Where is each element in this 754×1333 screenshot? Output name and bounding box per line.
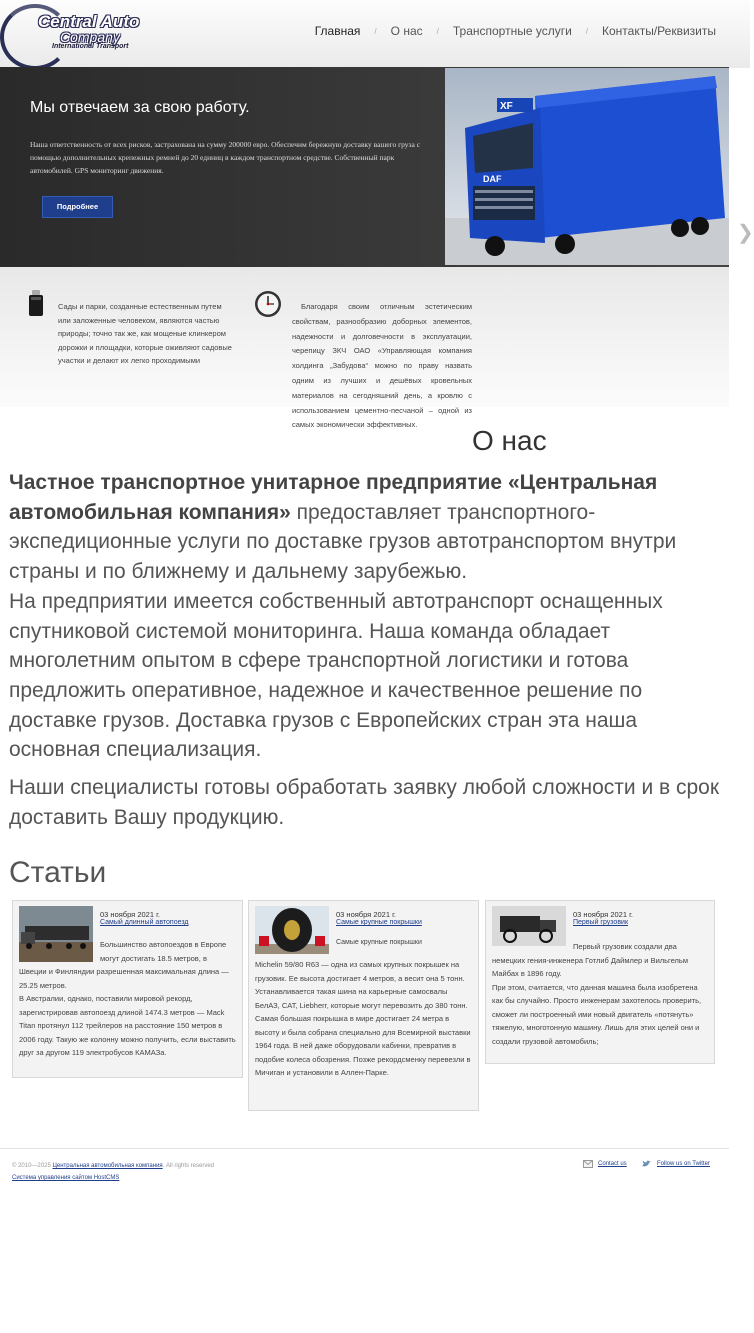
- company-link[interactable]: Центральная автомобильная компания: [52, 1163, 163, 1169]
- envelope-icon: [583, 1160, 593, 1168]
- device-icon: [29, 290, 43, 316]
- footer-divider: [0, 1148, 729, 1149]
- truck-image: [445, 68, 729, 265]
- slide-title: Мы отвечаем за свою работу.: [30, 99, 250, 116]
- article-card: [485, 900, 715, 1064]
- article-thumbnail-road-train[interactable]: [19, 906, 93, 962]
- cms-link[interactable]: Система управления сайтом HostCMS: [12, 1175, 120, 1181]
- article-title-link[interactable]: Самый длинный автопоезд: [100, 919, 189, 926]
- svg-text:XF: XF: [500, 101, 513, 112]
- article-paragraph: При этом, считается, что данная машина была изобретена как бы случайно. Просто инженерам захотелось проверить, сможет ли построенный ими новый двигатель «потянуть» тяжелую, многотонную машину. Лишь для этих целей они и создали грузовой автомобиль;: [492, 982, 702, 1046]
- article-date: 03 ноября 2021 г.: [573, 910, 633, 919]
- about-body: [9, 468, 721, 832]
- nav-separator: /: [436, 26, 439, 36]
- logo-tagline: International Transport: [52, 43, 129, 50]
- company-logo[interactable]: [0, 2, 145, 64]
- article-card: [248, 900, 479, 1111]
- about-paragraph-2: На предприятии имеется собственный автотранспорт оснащенных спутниковой системой мониторинга. Наша команда обладает многолетним опытом в сфере транспортной логистики и готова предложить оперативное, надежное и качественное решение по доставке грузов. Доставка грузов с Европейских стран эта наша основная специализация.: [9, 589, 663, 762]
- slide-text: Наша ответственность от всех рисков, застрахована на сумму 200000 евро. Обеспечим бережную доставку вашего груза с помощью дополнительных крепежных ремней до 20 единиц в каждом транспортном средстве. Собственный парк автомобилей. GPS мониторинг движения.: [30, 140, 421, 175]
- about-heading: О нас: [472, 425, 547, 456]
- company-name: Частное транспортное унитарное предприятие «Центральная автомобильная компания»: [9, 471, 658, 524]
- more-button[interactable]: Подробнее: [42, 196, 113, 218]
- article-paragraph: Самая большая покрышка в мире достигает 24 метра в высоту и была собрана специально для Всемирной выставки 1964 года. В ней даже оборудовали кабинки, превратив в подобие колеса обозрения. Позже рекордсменку перевезли в Мичиган и установили в Аллен-Парке.: [255, 1014, 471, 1077]
- article-thumbnail-tire[interactable]: [255, 906, 329, 954]
- slider-next-arrow[interactable]: ❯: [737, 222, 754, 244]
- articles-heading: Статьи: [9, 856, 107, 889]
- twitter-label: Follow us on Twitter: [657, 1161, 710, 1167]
- article-body: [486, 940, 714, 1054]
- nav-item-home[interactable]: Главная: [314, 24, 361, 38]
- contact-link[interactable]: [583, 1160, 627, 1168]
- article-subtitle: Самые крупные покрышки: [336, 939, 422, 946]
- nav-item-contacts[interactable]: Контакты/Реквизиты: [602, 24, 716, 38]
- copyright-suffix: . All rights reserved: [162, 1163, 215, 1169]
- article-title-link[interactable]: Первый грузовик: [573, 919, 629, 926]
- contact-label: Contact us: [598, 1161, 627, 1167]
- twitter-bird-icon: [642, 1160, 652, 1168]
- logo-line-1: Central Auto: [38, 12, 140, 31]
- about-paragraph-3: Наши специалисты готовы обработать заявку любой сложности и в срок доставить Вашу продукцию.: [9, 776, 720, 829]
- nav-item-transport-services[interactable]: Транспортные услуги: [452, 24, 572, 38]
- hero-slider: [0, 67, 754, 267]
- article-body: [249, 958, 478, 1086]
- article-title-link[interactable]: Самые крупные покрышки: [336, 919, 422, 926]
- header: [0, 0, 750, 68]
- article-paragraph: Michelin 59/80 R63 — одна из самых крупных покрышек на грузовик. Ее высота достигает 4 метров, а весит она 5 тонн. Устанавливается такая шина на карьерные самосвалы БелАЗ, CAT, Liebherr, которые могут перевозить до 380 тонн.: [255, 960, 468, 1010]
- article-paragraph: В Австралии, однако, поставили мировой рекорд, зарегистрировав автопоезд длиной 1474.3 метров — Mack Titan протянул 112 трейлеров на расстояние 150 метров в 2006 году. Такую же колонну можно получить, если выставить друг за другом 119 электробусов КАМАЗа.: [19, 994, 236, 1057]
- svg-text:DAF: DAF: [483, 174, 502, 184]
- article-paragraph: Первый грузовик создали два немецких гения-инженера Готлиб Даймлер и Вильгельм Майбах в 1896 году.: [492, 942, 688, 978]
- about-paragraph-1: [9, 468, 721, 587]
- about-paragraph-1-text: предоставляет транспортного-экспедиционные услуги по доставке грузов автотранспортом внутри страны и по ближнему и дальнему зарубежью.: [9, 500, 677, 584]
- nav-separator: /: [374, 26, 377, 36]
- feature-text-1: Сады и парки, созданные естественным путем или заложенные человеком, являются частью природы; точно так же, как мощеные клинкером дорожки и площадки, которые оживляют садовые участки и делают их легко проходимыми: [58, 302, 232, 365]
- article-thumbnail-first-truck[interactable]: [492, 906, 566, 946]
- footer-copyright: [12, 1160, 214, 1184]
- nav-item-about[interactable]: О нас: [390, 24, 423, 38]
- main-nav: [315, 24, 716, 38]
- article-date: 03 ноября 2021 г.: [100, 910, 160, 919]
- article-card: [12, 900, 243, 1078]
- copyright-prefix: © 2010—2025: [12, 1163, 53, 1169]
- article-date: 03 ноября 2021 г.: [336, 910, 396, 919]
- article-paragraph: Большинство автопоездов в Европе могут достигать 18.5 метров, в Швеции и Финляндии разрешенная максимальная длина — 25.25 метров.: [19, 940, 229, 990]
- clock-icon: [254, 290, 282, 318]
- feature-text-2: Благодаря своим отличным эстетическим свойствам, разнообразию доборных элементов, надежности и долговечности в эксплуатации, черепицу ЗКЧ ОАО «Управляющая компания холдинга „Забудова“ можно по праву назвать одним из лучших и дешёвых кровельных материалов на сегодняшний день, а кровлю с использованием цементно-песчаной – одной из самых экономически эффективных.: [292, 302, 472, 430]
- logo-line-2: Company: [60, 29, 120, 45]
- twitter-link[interactable]: [642, 1160, 710, 1168]
- nav-separator: /: [585, 26, 589, 36]
